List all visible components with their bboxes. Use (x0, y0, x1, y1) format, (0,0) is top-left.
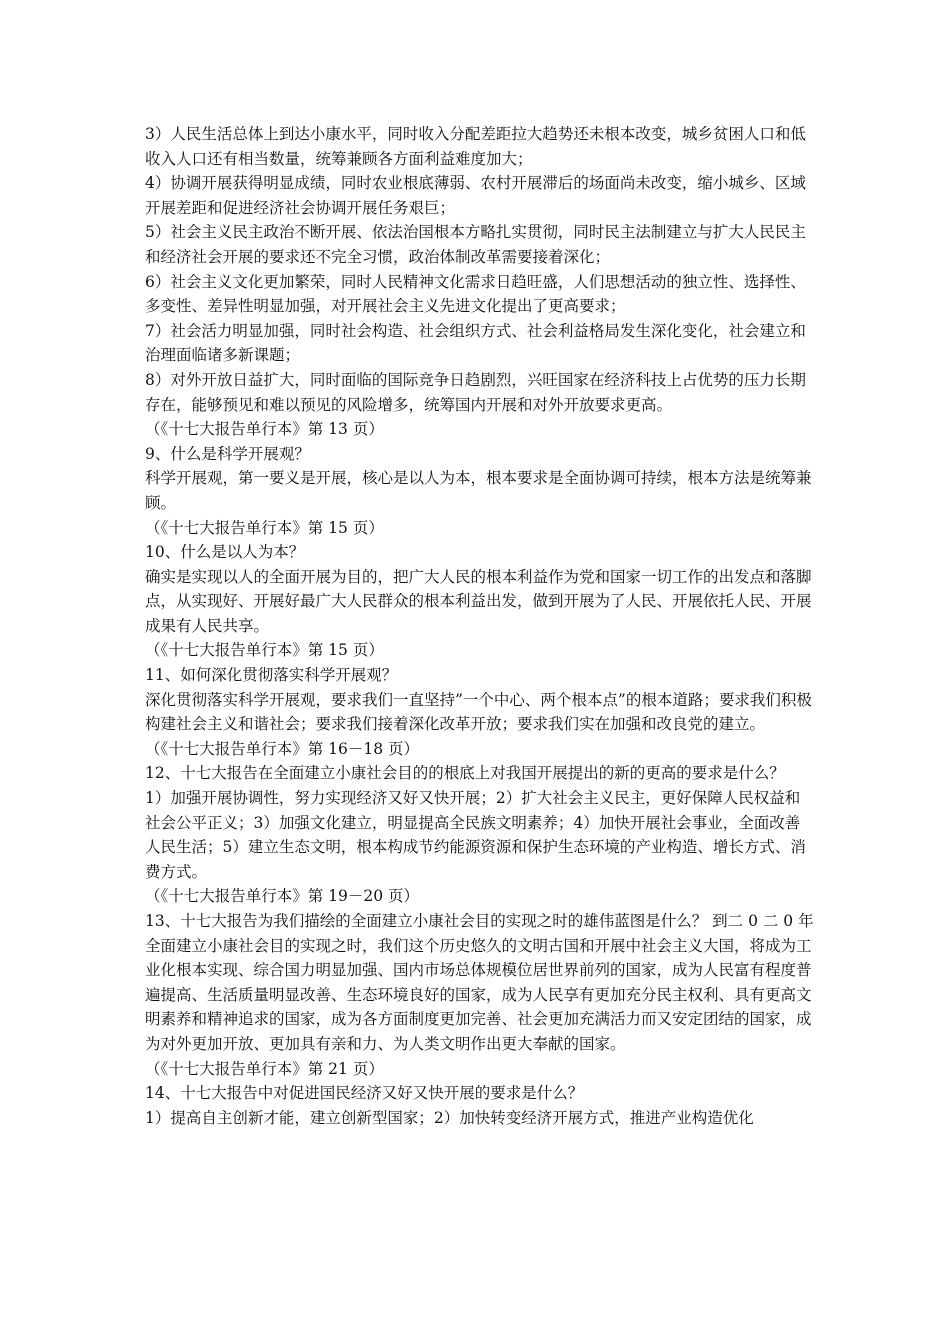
source-citation: （《十七大报告单行本》第 21 页） (145, 1059, 384, 1078)
question-heading: 10、什么是以人为本？ (145, 543, 305, 562)
question-heading: 14、十七大报告中对促进国民经济又好又快开展的要求是什么？ (145, 1084, 584, 1103)
answer-paragraph: 深化贯彻落实科学开展观，要求我们一直坚持”一个中心、两个根本点”的根本道路；要求我们积极构建社会主义和谐社会；要求我们接着深化改革开放；要求我们实在加强和改良党的建立。 (145, 690, 812, 734)
paragraph-item-7: 7）社会活力明显加强，同时社会构造、社会组织方式、社会利益格局发生深化变化，社会建立和治理面临诸多新课题； (145, 321, 806, 365)
paragraph-item-8: 8）对外开放日益扩大，同时面临的国际竞争日趋剧烈，兴旺国家在经济科技上占优势的压力长期存在，能够预见和难以预见的风险增多，统筹国内开展和对外开放要求更高。 (145, 370, 806, 414)
question-heading: 9、什么是科学开展观？ (145, 444, 310, 463)
source-citation: （《十七大报告单行本》第 15 页） (145, 641, 384, 660)
question-heading: 11、如何深化贯彻落实科学开展观？ (145, 666, 398, 685)
paragraph-item-4: 4）协调开展获得明显成绩，同时农业根底薄弱、农村开展滞后的场面尚未改变，缩小城乡、区域开展差距和促进经济社会协调开展任务艰巨； (145, 174, 806, 217)
source-citation: （《十七大报告单行本》第 19－20 页） (145, 887, 420, 906)
paragraph-item-5: 5）社会主义民主政治不断开展、依法治国根本方略扎实贯彻，同时民主法制建立与扩大人民民主和经济社会开展的要求还不完全习惯，政治体制改革需要接着深化； (145, 223, 806, 266)
answer-paragraph: 确实是实现以人的全面开展为目的，把广大人民的根本利益作为党和国家一切工作的出发点和落脚点，从实现好、开展好最广大人民群众的根本利益出发，做到开展为了人民、开展依托人民、开展成果有人民共享。 (145, 567, 812, 635)
source-citation: （《十七大报告单行本》第 15 页） (145, 518, 384, 537)
question-and-answer-paragraph: 13、十七大报告为我们描绘的全面建立小康社会目的实现之时的雄伟蓝图是什么？ 到二 0 二 0 年全面建立小康社会目的实现之时，我们这个历史悠久的文明古国和开展中社会主义大国，将成为工业化根本实现、综合国力明显加强、国内市场总体规模位居世界前列的国家，成为人民富有程度普遍提高、生活质量明显改善、生态环境良好的国家，成为人民享有更加充分民主权利、具有更高文明素养和精神追求的国家，成为各方面制度更加完善、社会更加充满活力而又安定团结的国家，成为对外更加开放、更加具有亲和力、为人类文明作出更大奉献的国家。 (145, 912, 814, 1053)
answer-paragraph: 1）加强开展协调性，努力实现经济又好又快开展；2）扩大社会主义民主，更好保障人民权益和社会公平正义；3）加强文化建立，明显提高全民族文明素养；4）加快开展社会事业，全面改善人民生活；5）建立生态文明，根本构成节约能源资源和保护生态环境的产业构造、增长方式、消费方式。 (145, 789, 806, 881)
source-citation: （《十七大报告单行本》第 13 页） (145, 420, 384, 439)
paragraph-item-3: 3）人民生活总体上到达小康水平，同时收入分配差距拉大趋势还未根本改变，城乡贫困人口和低收入人口还有相当数量，统筹兼顾各方面利益难度加大； (145, 125, 806, 168)
source-citation: （《十七大报告单行本》第 16－18 页） (145, 739, 420, 758)
document-body (145, 122, 815, 1130)
paragraph-item-6: 6）社会主义文化更加繁荣，同时人民精神文化需求日趋旺盛，人们思想活动的独立性、选择性、多变性、差异性明显加强，对开展社会主义先进文化提出了更高要求； (145, 272, 806, 316)
answer-paragraph: 1）提高自主创新才能，建立创新型国家；2）加快转变经济开展方式，推进产业构造优化 (145, 1108, 754, 1127)
question-heading: 12、十七大报告在全面建立小康社会目的的根底上对我国开展提出的新的更高的要求是什么？ (145, 764, 785, 783)
answer-paragraph: 科学开展观，第一要义是开展，核心是以人为本，根本要求是全面协调可持续，根本方法是统筹兼顾。 (145, 469, 812, 512)
